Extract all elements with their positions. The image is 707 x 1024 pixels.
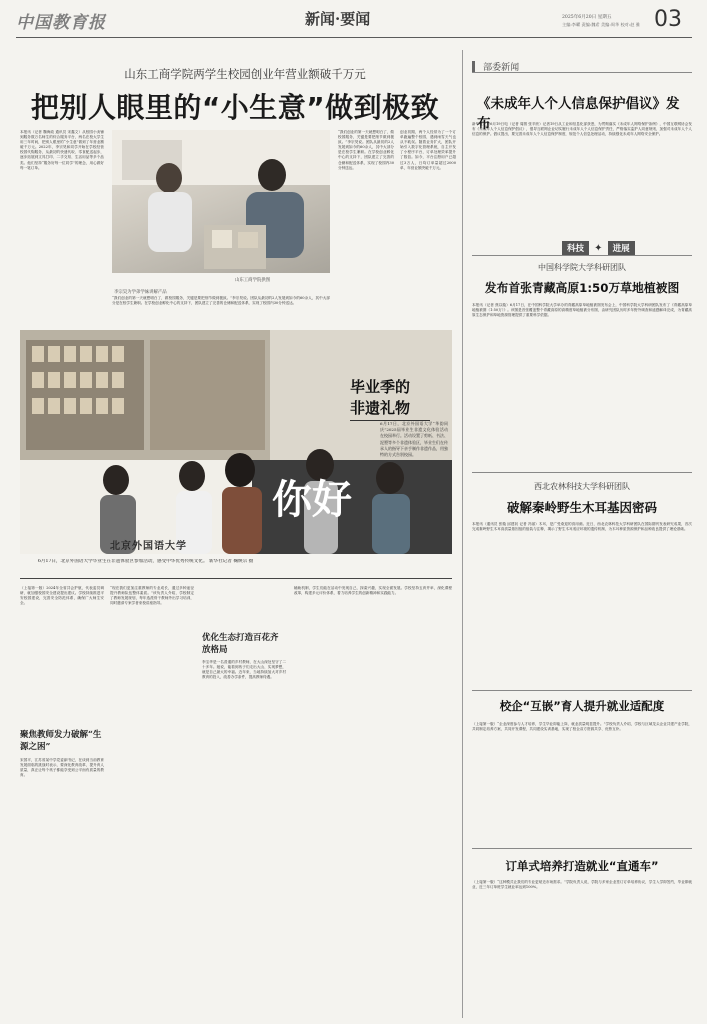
masthead [0,0,707,50]
lead-headline: 把别人眼里的“小生意”做到极致 [30,91,440,124]
news5-body: （上接第一版）“这种模式让我们的专业更贴近市场需求。”学院负责人说，学院与多家企业签订订单培养协议，学生入学即签约，毕业即就业，近三年订单班学生就业率达到100%。 [472,880,692,890]
lead-photo-subcaption: 李宗昊为学弟学妹讲解产品 [114,290,167,295]
sci-tag-label: 科技 [562,241,589,255]
bottom-left-subhead2: 优化生态打造百花齐放格局 [202,633,279,655]
feature-title-line2: 非遗礼物 [350,399,411,417]
lead-body-col2: “我们创业的第一天就想明白了，做校园服务，关键是要把细节做到极致。”李宗昊说。团队从最初的2人发展到如今的60余人，其中大部分是在校学生兼职。在学校创业孵化中心的支持下，团队建立了完善的仓储和配送体系，实现了校园内30分钟送达。 [338,130,394,170]
sci-tag-label2: 进展 [608,241,635,255]
news2-title: 发布首张青藏高原1:50万草地植被图 [484,281,680,295]
lead-body-col3: 创业初期，两个人经常为了一个订单跑遍整个校园，遇到雨雪天气也从不耽误。随着业务扩大，团队开始引入数字化管理系统，自主开发了小程序平台，订单处理效率提升了数倍。如今，平台注册用户已超过3万人，日均订单量超过2000单，年营业额突破千万元。 [400,130,456,170]
news3-rule [472,472,692,473]
bottom-left-col4-text: 辅助机制，学生们能在活动中发现自己，探索兴趣，实现全面发展。学校坚持五育并举，深化课程改革，构建多元评价体系，着力培养学生的创新精神和实践能力。 [294,586,452,596]
bottom-left-col2-text: “现在我们更加注重教师的专业成长，通过多种途径提升教师队伍整体素质。”该负责人介绍，学校制定了教师发展规划，每年选派骨干教师外出学习培训，同时邀请专家学者来校讲座指导。 [110,586,194,606]
news1-title: 《未成年人个人信息保护倡议》发布 [477,96,680,132]
news1-body: 新华社北京6月19日电（记者 周圆 张辛欣）记者19日从工业和信息化部获悉，为贯彻落实《未成年人网络保护条例》，中国互联网协会发布《未成年人个人信息保护倡议》，倡导互联网企业切实履行未成年人个人信息保护责任，严格落实监护人同意规则，加强对未成年人个人信息的保护。倡议提出，要完善未成年人个人信息保护制度，规范个人信息处理活动，持续强化未成年人网络安全保护。 [472,122,692,137]
news4-title: 校企“互嵌”育人提升就业适配度 [499,699,665,713]
news3-title: 破解秦岭野生木耳基因密码 [506,500,657,515]
page-number: 03 [654,7,682,32]
bottom-left-subhead1: 聚焦教师发力破解“生源之困” [20,730,102,752]
lead-photo-illustration [112,130,330,273]
bottom-left-col3-text: 李宝华是一名普通的乡村教师，在大山深处坚守了二十多年。她说，能看到孩子们走出大山、实现梦想，就是自己最大的幸福。近年来，当地持续加大对乡村教育的投入，改善办学条件，提高教师待遇。 [202,660,286,680]
bottom-left-col1-text: （上接第一版）2024年全省共会护航，代表委员调研，就加强校园安全建设提出建议。学校持续推进平安校园建设，完善安全防范体系，确保广大师生安全。 [20,586,104,606]
newspaper-logo: 中国教育报 [16,13,106,33]
news3-body: 本报讯（通讯员 张璇 邱建钊 记者 冯丽）木耳，是广受欢迎的食用菌。近日，西北农林科技大学科研团队在国际期刊发表研究成果，首次完成秦岭野生木耳高质量基因组的组装与注释，揭示了野生木耳适应环境的遗传机制，为木耳种质资源保护和品种改良提供了理论基础。 [472,522,692,532]
feature-title-line1: 毕业季的 [350,378,411,396]
news5-rule [472,848,692,849]
staff-line: 主编:李曜 责编:魏希 美编:周华 校对:赵 雅 [562,22,640,27]
column-divider [462,50,463,1018]
news5-title: 订单式培养打造就业“直通车” [505,859,659,873]
section-tag [472,56,692,73]
section-tag-label: 部委新闻 [483,63,520,73]
news2-body: 本报讯（记者 焦以璇）6月17日，在中国科学院大学举办的青藏高原草地植被图发布会上，中国科学院大学科研团队发布了《青藏高原草地植被图（1:50万）》。该图是首张覆盖整个青藏高原的高精度草地植被分布图，由研究团队历时多年野外调查和遥感解译完成，为青藏高原生态保护和草地资源管理提供了重要科学依据。 [472,303,692,318]
bottom-left-col1-text2: 宋国平，江苏省某中学党委副书记，在谈到当前教育发展面临的挑战时表示，要深化教育改革，提升育人质量，真正让每个孩子都能享受到公平而有质量的教育。 [20,758,104,778]
section-tag-rule [472,72,692,73]
lead-photo [112,130,330,273]
news4-body: （上接第一版）“企业深度参与人才培养，学生毕业即能上岗，就业质量明显提升。”学校负责人介绍，学校与区域龙头企业共建产业学院，共同制定培养方案，共同开发课程，共同建设实训基地，实现了校企双方资源共享、优势互补。 [472,722,692,732]
feature-title-block [350,376,442,419]
date-line: 2025年6月20日 星期五 [562,15,612,20]
feature-body: 6月17日，北京外国语大学“华韵同庆”2025届毕业生非遗文化体验活动在校园举行。活动设置了剪纸、书法、泥塑等多个非遗体验区，毕业生们在传承人的指导下亲手制作非遗作品，用独特的方式告别校园。 [380,421,448,458]
lead-kicker: 山东工商学院两学生校园创业年营业额破千万元 [124,67,366,81]
feature-caption: 6月17日，北京外国语大学毕业生在非遗体验区参加活动，感受中华优秀传统文化。 新华社记者 鞠焕宗 摄 [38,559,254,564]
news3-kicker: 西北农林科技大学科研团队 [534,482,630,491]
sci-tag [562,236,692,252]
news2-kicker: 中国科学院大学科研团队 [538,263,626,272]
sci-tag-rule [472,255,692,256]
lead-photo-caption: 山东工商学院供图 [235,278,271,283]
feature-sign-hello: 你好 [272,477,352,523]
section-title: 新闻·要闻 [305,10,371,28]
masthead-rule [16,37,692,38]
feature-divider [20,578,452,579]
sci-tag-star-icon: ✦ [594,243,603,254]
feature-sign-text: 北京外国语大学 [110,541,187,552]
news4-rule [472,690,692,691]
lead-body-col2b: “我们创业的第一天就想明白了，做校园服务，关键是要把细节做到极致。”李宗昊说。团队从最初的2人发展到如今的60余人，其中大部分是在校学生兼职。在学校创业孵化中心的支持下，团队建立了完善的仓储和配送体系，实现了校园内30分钟送达。 [112,296,330,306]
lead-body-col1: 本报讯（记者 魏海政 通讯员 宋鑫文）从校园小卖铺到服务数万名师生的综合服务平台，两名在校大学生用三年时间，把别人眼里的“小生意”做到了年营业额破千万元。2022年，李宗昊和同学开始在学校经营校园代购服务，从最初的快递代取、零食配送起步，逐步拓展到文具打印、二手交易、生活用品等多个品类。他们坚持“服务好每一位同学”的理念，用心做好每一笔订单。 [20,130,104,170]
